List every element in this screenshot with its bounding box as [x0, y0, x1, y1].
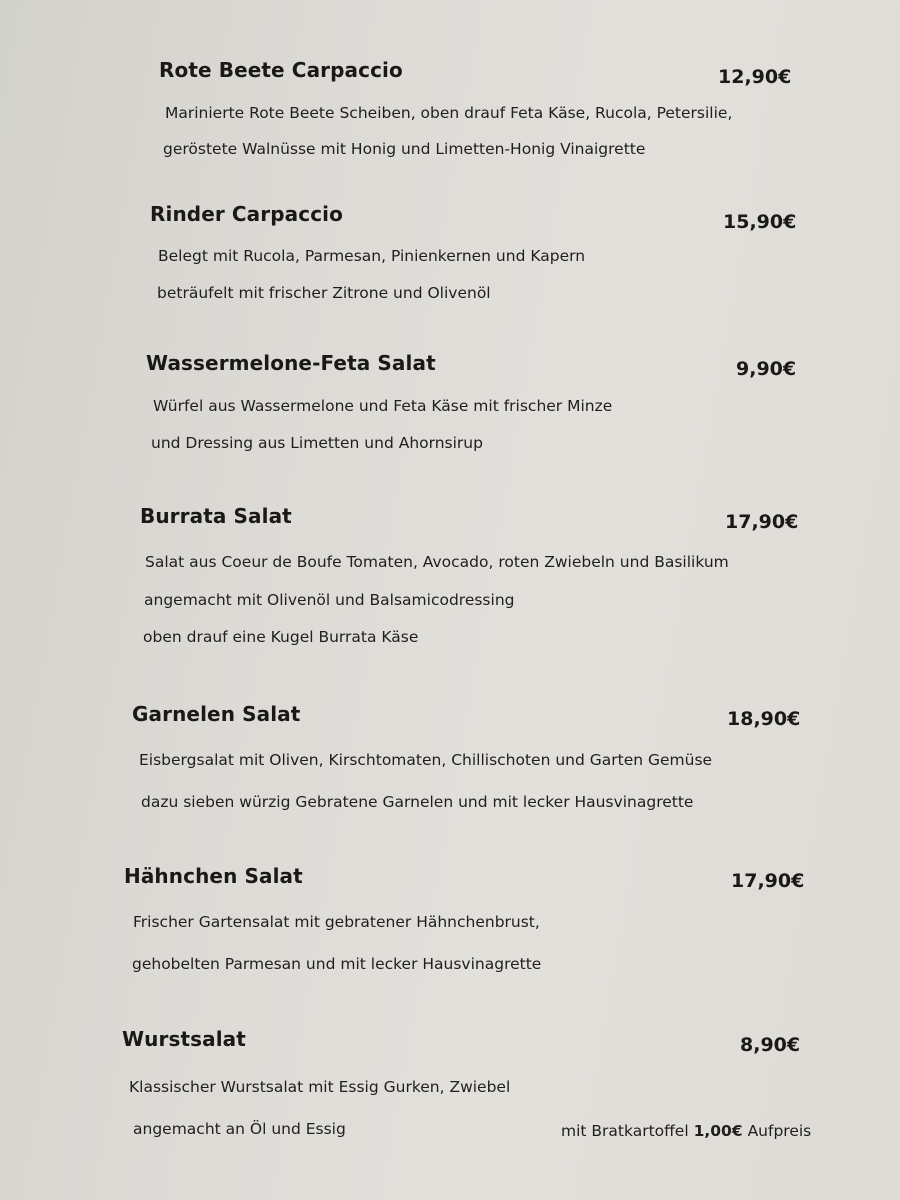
item-price: 18,90€ — [727, 708, 801, 730]
item-description-line: angemacht mit Olivenöl und Balsamicodressing — [144, 591, 515, 609]
item-description-line: Marinierte Rote Beete Scheiben, oben drauf Feta Käse, Rucola, Petersilie, — [165, 104, 733, 122]
item-description-line: Salat aus Coeur de Boufe Tomaten, Avocado, roten Zwiebeln und Basilikum — [145, 553, 729, 571]
item-description-line: gehobelten Parmesan und mit lecker Hausvinagrette — [132, 955, 542, 973]
item-price: 8,90€ — [740, 1034, 801, 1056]
item-description-line: oben drauf eine Kugel Burrata Käse — [143, 628, 419, 646]
surcharge-amount: 1,00€ — [693, 1122, 743, 1140]
item-name: Rote Beete Carpaccio — [159, 58, 403, 82]
item-description-line: dazu sieben würzig Gebratene Garnelen und mit lecker Hausvinagrette — [141, 793, 694, 811]
item-description-line: und Dressing aus Limetten und Ahornsirup — [151, 434, 483, 452]
item-name: Rinder Carpaccio — [150, 202, 343, 226]
item-description-line: geröstete Walnüsse mit Honig und Limetten-Honig Vinaigrette — [163, 140, 646, 158]
surcharge-suffix: Aufpreis — [747, 1122, 812, 1140]
item-description-line: beträufelt mit frischer Zitrone und Olivenöl — [157, 284, 491, 302]
item-description-line: Belegt mit Rucola, Parmesan, Pinienkernen und Kapern — [158, 247, 586, 265]
item-price: 17,90€ — [731, 870, 805, 892]
item-name: Hähnchen Salat — [124, 864, 303, 888]
item-price: 12,90€ — [718, 66, 792, 88]
item-description-line: Klassischer Wurstsalat mit Essig Gurken, Zwiebel — [129, 1078, 511, 1096]
item-name: Wurstsalat — [122, 1027, 246, 1051]
item-description-line: angemacht an Öl und Essig — [133, 1120, 346, 1138]
item-name: Burrata Salat — [140, 504, 292, 528]
side-option-surcharge — [561, 1122, 811, 1140]
item-description-line: Frischer Gartensalat mit gebratener Hähnchenbrust, — [133, 913, 540, 931]
surcharge-prefix: mit Bratkartoffel — [561, 1122, 689, 1140]
item-description-line: Würfel aus Wassermelone und Feta Käse mit frischer Minze — [153, 397, 613, 415]
item-name: Wassermelone-Feta Salat — [146, 351, 436, 375]
item-price: 17,90€ — [725, 511, 799, 533]
item-price: 9,90€ — [736, 358, 797, 380]
item-name: Garnelen Salat — [132, 702, 301, 726]
item-price: 15,90€ — [723, 211, 797, 233]
item-description-line: Eisbergsalat mit Oliven, Kirschtomaten, Chillischoten und Garten Gemüse — [139, 751, 713, 769]
